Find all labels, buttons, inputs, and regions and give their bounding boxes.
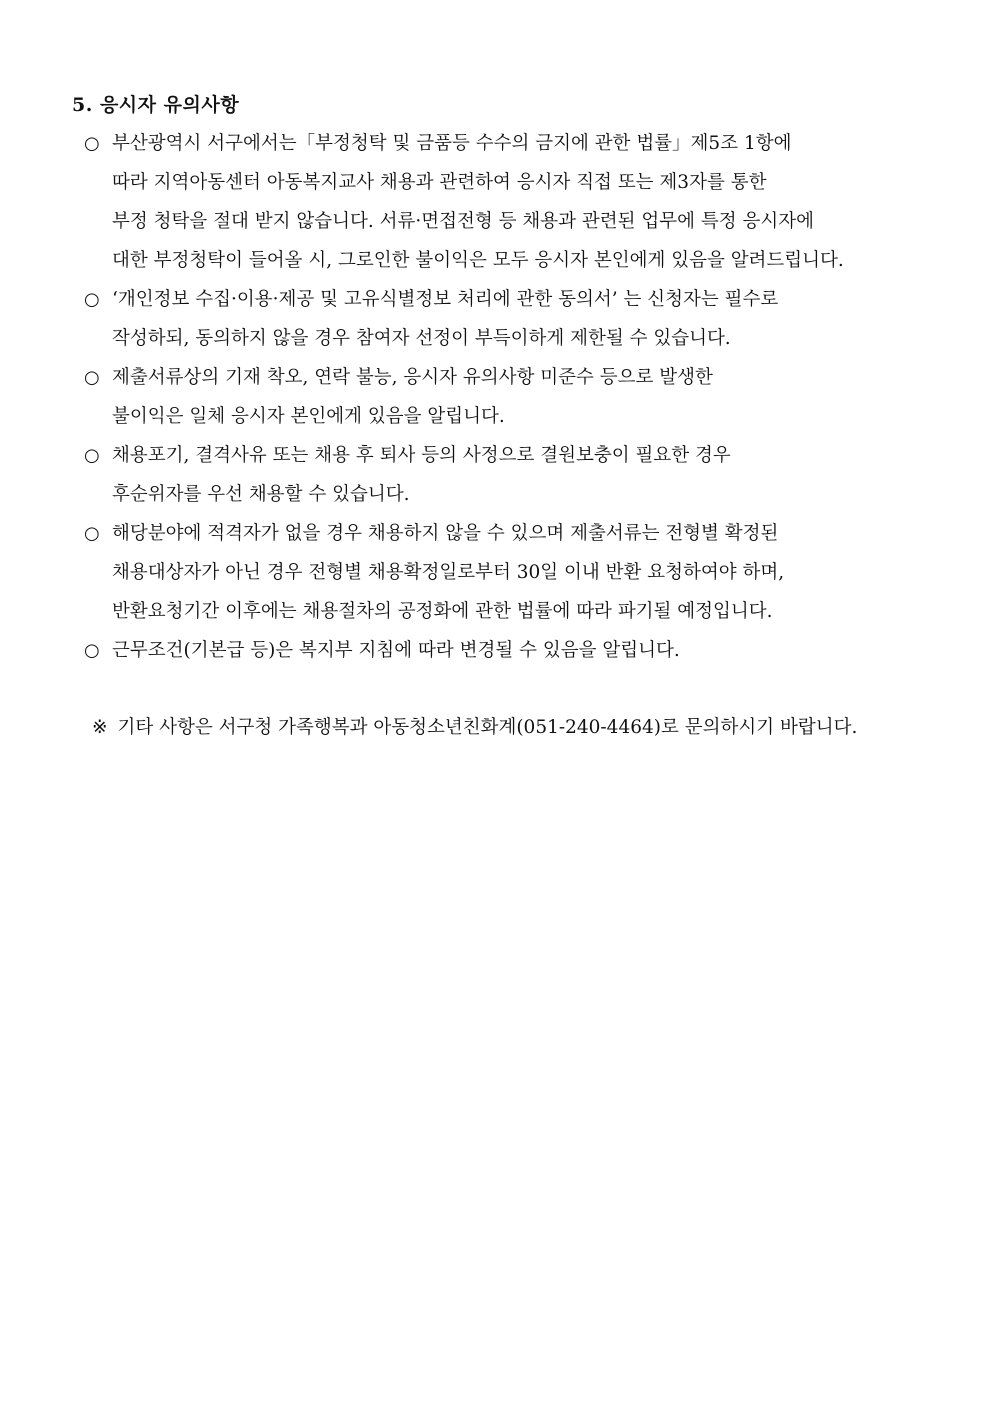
- notice-item: [84, 436, 924, 514]
- section-title: 5. 응시자 유의사항: [72, 94, 240, 116]
- notice-item-text: [112, 631, 924, 670]
- notice-line: 따라 지역아동센터 아동복지교사 채용과 관련하여 응시자 직접 또는 제3자를 통한: [112, 172, 767, 193]
- notice-line: 근무조건(기본급 등)은 복지부 지침에 따라 변경될 수 있음을 알립니다.: [112, 640, 680, 661]
- notice-line: 부산광역시 서구에서는「부정청탁 및 금품등 수수의 금지에 관한 법률」제5조 1항에: [112, 133, 792, 154]
- circle-bullet-icon: ○: [84, 133, 100, 154]
- notice-line: 부정 청탁을 절대 받지 않습니다. 서류·면접전형 등 채용과 관련된 업무에 특정 응시자에: [112, 211, 814, 232]
- notice-item-text: [112, 358, 924, 436]
- notice-item-text: [112, 514, 924, 631]
- notice-item: [84, 514, 924, 631]
- contact-note-text: 기타 사항은 서구청 가족행복과 아동청소년친화계(051-240-4464)로 문의하시기 바랍니다.: [117, 717, 858, 738]
- circle-bullet-icon: ○: [84, 445, 100, 466]
- notice-line: 채용포기, 결격사유 또는 채용 후 퇴사 등의 사정으로 결원보충이 필요한 경우: [112, 445, 731, 466]
- contact-note: [92, 712, 857, 744]
- notice-line: ‘개인정보 수집·이용·제공 및 고유식별정보 처리에 관한 동의서’ 는 신청자는 필수로: [112, 289, 779, 310]
- notice-line: 대한 부정청탁이 들어올 시, 그로인한 불이익은 모두 응시자 본인에게 있음을 알려드립니다.: [112, 250, 844, 271]
- notice-item: [84, 124, 924, 280]
- notice-item-text: [112, 280, 924, 358]
- notice-line: 작성하되, 동의하지 않을 경우 참여자 선정이 부득이하게 제한될 수 있습니다.: [112, 328, 731, 349]
- notice-line: 불이익은 일체 응시자 본인에게 있음을 알립니다.: [112, 406, 505, 427]
- notice-line: 제출서류상의 기재 착오, 연락 불능, 응시자 유의사항 미준수 등으로 발생한: [112, 367, 713, 388]
- circle-bullet-icon: ○: [84, 640, 100, 661]
- notice-line: 후순위자를 우선 채용할 수 있습니다.: [112, 484, 410, 505]
- notice-line: 반환요청기간 이후에는 채용절차의 공정화에 관한 법률에 따라 파기될 예정입니다.: [112, 601, 773, 622]
- notice-item-text: [112, 436, 924, 514]
- notice-item-text: [112, 124, 924, 280]
- reference-mark-icon: ※: [92, 717, 108, 738]
- notice-item: [84, 280, 924, 358]
- circle-bullet-icon: ○: [84, 367, 100, 388]
- notice-item: [84, 358, 924, 436]
- circle-bullet-icon: ○: [84, 523, 100, 544]
- notice-item: [84, 631, 924, 670]
- notice-line: 해당분야에 적격자가 없을 경우 채용하지 않을 수 있으며 제출서류는 전형별 확정된: [112, 523, 779, 544]
- notice-line: 채용대상자가 아닌 경우 전형별 채용확정일로부터 30일 이내 반환 요청하여야 하며,: [112, 562, 785, 583]
- circle-bullet-icon: ○: [84, 289, 100, 310]
